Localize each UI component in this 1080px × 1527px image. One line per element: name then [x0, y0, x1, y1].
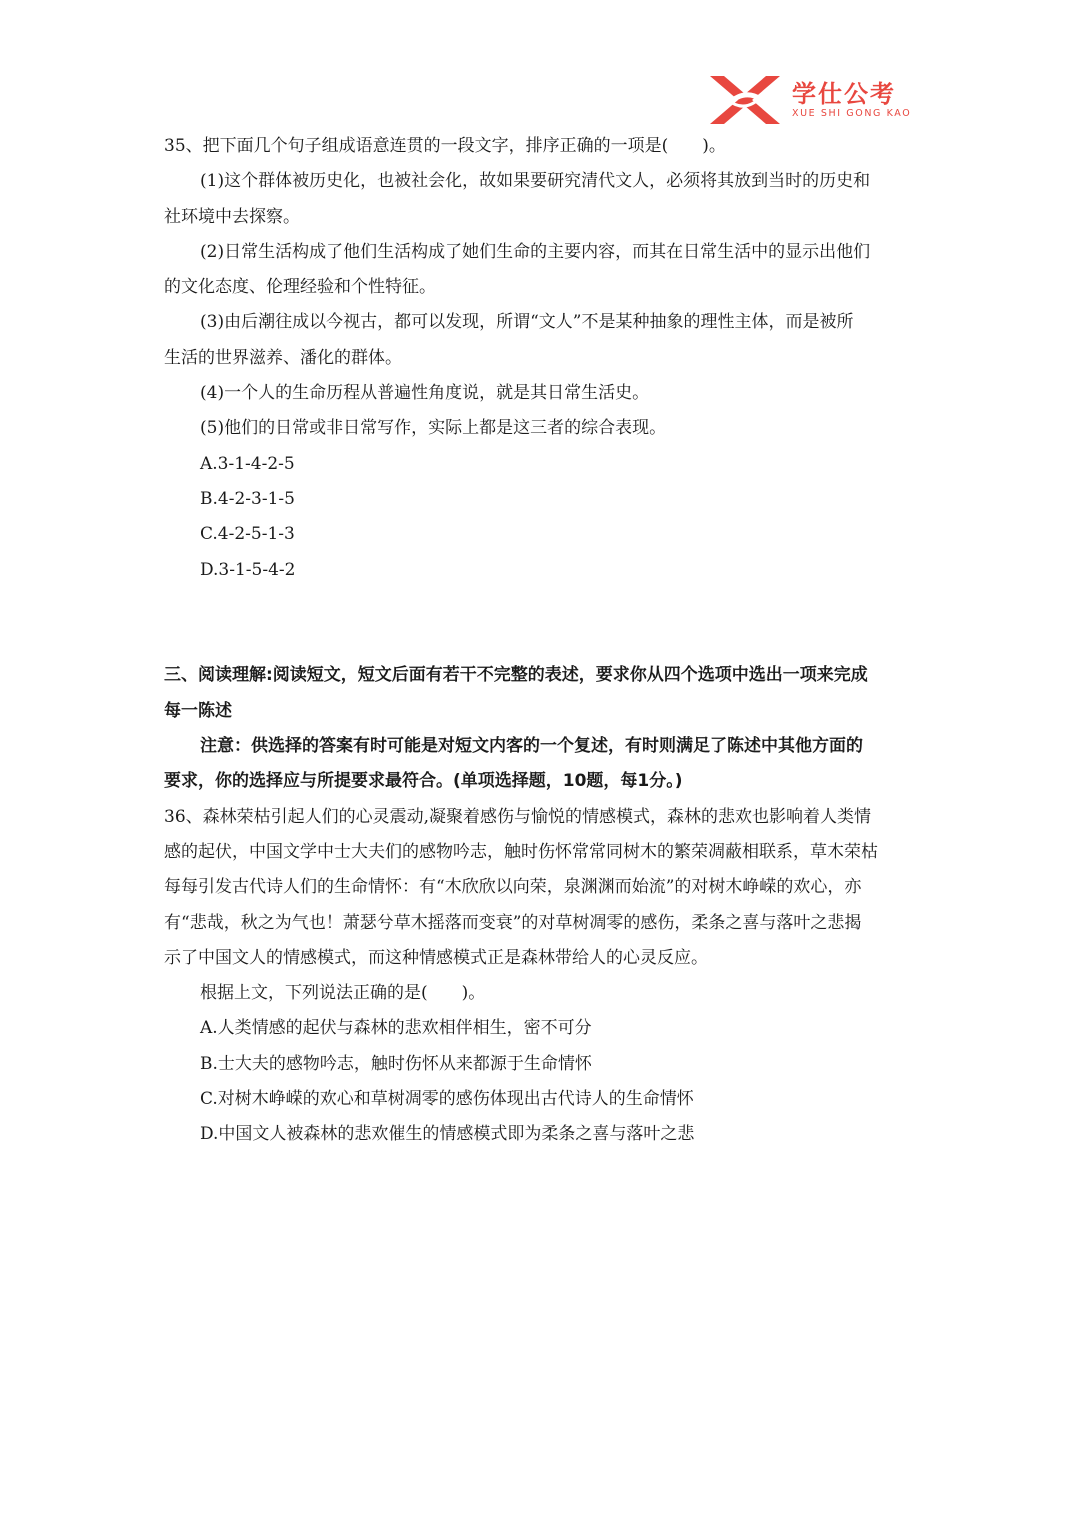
q35-sentence-3-cont: 生活的世界滋养、潘化的群体。	[164, 347, 402, 368]
q36-question: 根据上文，下列说法正确的是( )。	[200, 983, 486, 1004]
section3-title-cont: 每一陈述	[164, 700, 232, 721]
q35-sentence-1: (1)这个群体被历史化，也被社会化，故如果要研究清代文人，必须将其放到当时的历史和	[200, 171, 871, 192]
section-spacer	[164, 588, 924, 659]
q35-option-d: D.3-1-5-4-2	[200, 559, 296, 580]
q36-passage-line-5: 示了中国文人的情感模式，而这种情感模式正是森林带给人的心灵反应。	[164, 947, 708, 968]
q35-option-a: A.3-1-4-2-5	[200, 453, 295, 474]
q36-passage-line-1: 36、森林荣枯引起人们的心灵震动,凝聚着感伤与愉悦的情感模式，森林的悲欢也影响着人类情	[164, 806, 872, 827]
q36-option-d: D.中国文人被森林的悲欢催生的情感模式即为柔条之喜与落叶之悲	[200, 1124, 695, 1145]
q36-option-a: A.人类情感的起伏与森林的悲欢相伴相生，密不可分	[200, 1018, 592, 1039]
q35-option-c: C.4-2-5-1-3	[200, 524, 295, 545]
q36-passage-line-2: 感的起伏，中国文学中士大夫们的感物吟志，触时伤怀常常同树木的繁荣凋蔽相联系，草木荣枯	[164, 841, 878, 862]
q35-sentence-2: (2)日常生活构成了他们生活构成了她们生命的主要内容，而其在日常生活中的显示出他们	[200, 241, 871, 262]
section3-note: 注意：供选择的答案有时可能是对短文内客的一个复述，有时则满足了陈述中其他方面的	[200, 736, 863, 757]
q35-stem: 35、把下面几个句子组成语意连贯的一段文字，排序正确的一项是( )。	[164, 136, 726, 156]
q36-option-c: C.对树木峥嵘的欢心和草树凋零的感伤体现出古代诗人的生命情怀	[200, 1089, 694, 1110]
q35-sentence-1-cont: 社环境中去探察。	[164, 206, 300, 227]
document-body	[164, 129, 924, 1153]
brand-logo	[708, 74, 920, 128]
q35-sentence-4: (4)一个人的生命历程从普遍性角度说，就是其日常生活史。	[200, 383, 650, 404]
q35-sentence-3: (3)由后潮往成以今视古，都可以发现，所谓“文人”不是某种抽象的理性主体，而是被所	[200, 312, 854, 333]
brand-mark-icon	[708, 74, 782, 126]
section3-note-cont: 要求，你的选择应与所提要求最符合。(单项选择题，10题，每1分。)	[164, 771, 683, 792]
brand-name-en: XUE SHI GONG KAO	[792, 108, 912, 119]
q35-sentence-5: (5)他们的日常或非日常写作，实际上都是这三者的综合表现。	[200, 418, 667, 439]
q36-option-b: B.士大夫的感物吟志，触时伤怀从来都源于生命情怀	[200, 1053, 592, 1074]
q36-passage-line-3: 每每引发古代诗人们的生命情怀：有“木欣欣以向荣，泉渊渊而始流”的对树木峥嵘的欢心，亦	[164, 877, 862, 898]
section3-title: 三、阅读理解:阅读短文，短文后面有若干不完整的表述，要求你从四个选项中选出一项来完成	[164, 665, 868, 686]
q36-passage-line-4: 有“悲哉，秋之为气也！萧瑟兮草木摇落而变衰”的对草树凋零的感伤，柔条之喜与落叶之悲揭	[164, 912, 862, 933]
brand-name-cn: 学仕公考	[792, 80, 896, 108]
q35-option-b: B.4-2-3-1-5	[200, 488, 295, 509]
q35-sentence-2-cont: 的文化态度、伦理经验和个性特征。	[164, 277, 436, 298]
